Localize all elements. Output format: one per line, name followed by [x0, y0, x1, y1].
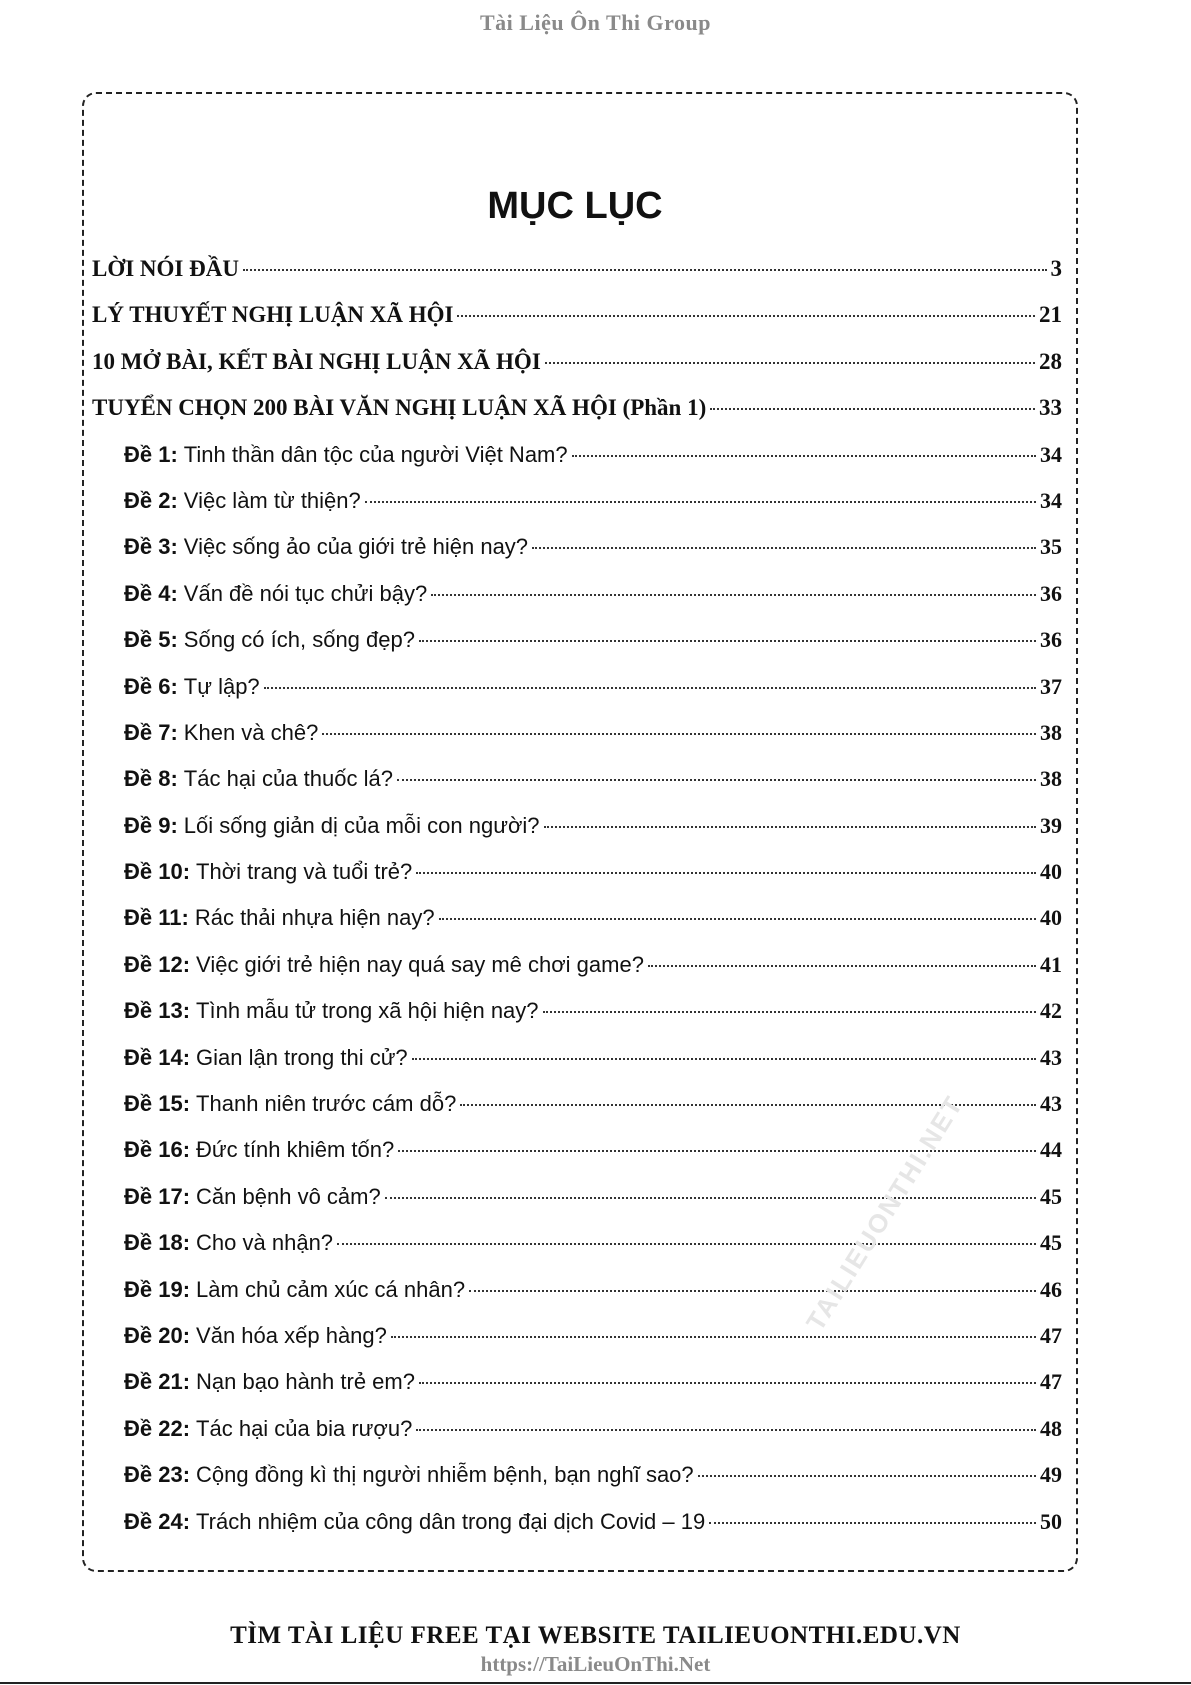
toc-entry[interactable]: [92, 1228, 1062, 1274]
page-header: Tài Liệu Ôn Thi Group: [480, 10, 711, 35]
toc-section[interactable]: [92, 347, 1062, 393]
toc-entry-label: Khen và chê?: [183, 719, 319, 745]
dot-leader: [544, 826, 1036, 828]
toc-entry-label: Cộng đồng kì thị người nhiễm bệnh, bạn nghĩ sao?: [196, 1462, 694, 1488]
dot-leader: [439, 918, 1036, 920]
toc-entry[interactable]: [92, 996, 1062, 1042]
dot-leader: [264, 687, 1036, 689]
footer-url[interactable]: https://TaiLieuOnThi.Net: [480, 1652, 711, 1676]
toc-entry-number: Đề 6:: [124, 673, 178, 699]
toc-entry-number: Đề 8:: [124, 766, 178, 792]
dot-leader: [416, 1429, 1036, 1431]
toc-entry[interactable]: [92, 764, 1062, 810]
toc-entry-number: Đề 22:: [124, 1415, 191, 1441]
toc-entry-number: Đề 10:: [124, 859, 191, 885]
dot-leader: [469, 1290, 1036, 1292]
toc-page-number: 47: [1040, 1369, 1062, 1395]
toc-page-number: 44: [1040, 1137, 1062, 1163]
toc-entry-label: Sống có ích, sống đẹp?: [183, 627, 415, 653]
dot-leader: [322, 733, 1036, 735]
dot-leader: [543, 1011, 1036, 1013]
dot-leader: [397, 779, 1036, 781]
toc-entry[interactable]: [92, 718, 1062, 764]
toc-page-number: 34: [1040, 441, 1062, 467]
toc-entry-label: Tinh thần dân tộc của người Việt Nam?: [183, 441, 568, 467]
dot-leader: [419, 1382, 1036, 1384]
dot-leader: [365, 501, 1036, 503]
toc-entry-number: Đề 23:: [124, 1462, 191, 1488]
toc-page-number: 38: [1040, 766, 1062, 792]
toc-entry-number: Đề 12:: [124, 951, 191, 977]
toc-page-number: 45: [1040, 1183, 1062, 1209]
toc-page-number: 39: [1040, 812, 1062, 838]
toc-entry[interactable]: [92, 950, 1062, 996]
toc-entry-label: Thời trang và tuổi trẻ?: [196, 859, 413, 885]
toc-page-number: 42: [1040, 998, 1062, 1024]
watermark-text: TAILIEUONTHI.NET: [800, 1089, 970, 1336]
toc-page-number: 38: [1040, 719, 1062, 745]
dot-leader: [457, 315, 1035, 317]
dot-leader: [412, 1058, 1036, 1060]
toc-page-number: 43: [1040, 1091, 1062, 1117]
dot-leader: [243, 269, 1047, 271]
toc-page-number: 49: [1040, 1462, 1062, 1488]
toc-entry-number: Đề 17:: [124, 1183, 191, 1209]
toc-section-label: TUYỂN CHỌN 200 BÀI VĂN NGHỊ LUẬN XÃ HỘI (Phần 1): [92, 395, 707, 421]
toc-page-number: 21: [1039, 302, 1062, 328]
dot-leader: [710, 408, 1035, 410]
toc-entry-label: Tự lập?: [183, 673, 260, 699]
toc-entry-label: Cho và nhận?: [196, 1230, 334, 1256]
toc-entry-label: Lối sống giản dị của mỗi con người?: [183, 812, 540, 838]
toc-page-number: 33: [1039, 395, 1062, 421]
toc-entry[interactable]: [92, 1507, 1062, 1553]
toc-entry[interactable]: [92, 440, 1062, 486]
toc-entry-number: Đề 5:: [124, 627, 178, 653]
toc-entry-number: Đề 3:: [124, 534, 178, 560]
toc-entry[interactable]: [92, 903, 1062, 949]
toc-page-number: 43: [1040, 1044, 1062, 1070]
toc-entry-number: Đề 14:: [124, 1044, 191, 1070]
toc-entry-label: Nạn bạo hành trẻ em?: [196, 1369, 415, 1395]
dot-leader: [572, 455, 1036, 457]
footer-banner: TÌM TÀI LIỆU FREE TẠI WEBSITE TAILIEUONTHI.EDU.VN: [230, 1622, 961, 1649]
toc-page-number: 45: [1040, 1230, 1062, 1256]
toc-page-number: 48: [1040, 1415, 1062, 1441]
toc-entry-number: Đề 1:: [124, 441, 178, 467]
toc-entry[interactable]: [92, 1275, 1062, 1321]
toc-page-number: 40: [1040, 859, 1062, 885]
toc-entry-number: Đề 7:: [124, 719, 178, 745]
toc-entry[interactable]: [92, 811, 1062, 857]
dot-leader: [532, 547, 1036, 549]
toc-entry-number: Đề 21:: [124, 1369, 191, 1395]
toc-entry-label: Tình mẫu tử trong xã hội hiện nay?: [196, 998, 539, 1024]
toc-entry-label: Việc giới trẻ hiện nay quá say mê chơi game?: [196, 951, 644, 977]
dot-leader: [431, 594, 1036, 596]
toc-entry[interactable]: [92, 579, 1062, 625]
toc-entry-label: Căn bệnh vô cảm?: [196, 1183, 381, 1209]
toc-entry-label: Tác hại của thuốc lá?: [183, 766, 393, 792]
toc-entry-label: Vấn đề nói tục chửi bậy?: [183, 580, 428, 606]
toc-entry-number: Đề 16:: [124, 1137, 191, 1163]
toc-entry-number: Đề 11:: [124, 905, 189, 931]
toc-entry-label: Việc làm từ thiện?: [183, 487, 361, 513]
toc-section-label: LỜI NÓI ĐẦU: [92, 256, 239, 281]
toc-section-label: LÝ THUYẾT NGHỊ LUẬN XÃ HỘI: [92, 302, 454, 328]
table-of-contents: [92, 254, 1062, 1553]
toc-entry[interactable]: [92, 1089, 1062, 1135]
toc-entry-label: Đức tính khiêm tốn?: [196, 1137, 395, 1163]
toc-entry[interactable]: [92, 857, 1062, 903]
dot-leader: [416, 872, 1036, 874]
toc-entry-label: Gian lận trong thi cử?: [196, 1044, 408, 1070]
toc-section[interactable]: [92, 393, 1062, 439]
dot-leader: [419, 640, 1036, 642]
dot-leader: [709, 1522, 1036, 1524]
toc-page-number: 3: [1050, 256, 1062, 281]
toc-page-number: 34: [1040, 487, 1062, 513]
dot-leader: [391, 1336, 1036, 1338]
dot-leader: [698, 1475, 1036, 1477]
toc-entry-number: Đề 9:: [124, 812, 178, 838]
toc-page-number: 41: [1040, 951, 1062, 977]
toc-section-label: 10 MỞ BÀI, KẾT BÀI NGHỊ LUẬN XÃ HỘI: [92, 348, 541, 374]
toc-entry-label: Tác hại của bia rượu?: [196, 1415, 413, 1441]
dot-leader: [385, 1197, 1036, 1199]
toc-entry[interactable]: [92, 1460, 1062, 1506]
toc-entry-number: Đề 2:: [124, 487, 178, 513]
toc-entry-number: Đề 4:: [124, 580, 178, 606]
toc-entry-number: Đề 24:: [124, 1508, 191, 1534]
toc-entry[interactable]: [92, 1321, 1062, 1367]
toc-section[interactable]: [92, 300, 1062, 346]
toc-entry-number: Đề 19:: [124, 1276, 191, 1302]
bottom-divider: [0, 1682, 1191, 1684]
toc-entry-label: Thanh niên trước cám dỗ?: [196, 1091, 457, 1117]
toc-entry[interactable]: [92, 1043, 1062, 1089]
toc-page-number: 36: [1040, 627, 1062, 653]
toc-entry[interactable]: [92, 625, 1062, 671]
toc-entry-label: Làm chủ cảm xúc cá nhân?: [196, 1276, 466, 1302]
toc-page-number: 35: [1040, 534, 1062, 560]
toc-section[interactable]: [92, 254, 1062, 300]
toc-page-number: 28: [1039, 348, 1062, 374]
toc-page-number: 50: [1040, 1508, 1062, 1534]
toc-entry[interactable]: [92, 1414, 1062, 1460]
toc-page-number: 36: [1040, 580, 1062, 606]
toc-entry-number: Đề 15:: [124, 1091, 191, 1117]
toc-entry-number: Đề 20:: [124, 1322, 191, 1348]
toc-entry-label: Việc sống ảo của giới trẻ hiện nay?: [183, 534, 529, 560]
toc-page-number: 46: [1040, 1276, 1062, 1302]
page-title: MỤC LỤC: [487, 185, 663, 227]
toc-entry[interactable]: [92, 532, 1062, 578]
toc-entry-label: Rác thải nhựa hiện nay?: [194, 905, 435, 931]
toc-entry[interactable]: [92, 486, 1062, 532]
dot-leader: [545, 362, 1035, 364]
toc-page-number: 40: [1040, 905, 1062, 931]
toc-entry-label: Văn hóa xếp hàng?: [196, 1322, 387, 1348]
toc-entry-number: Đề 18:: [124, 1230, 191, 1256]
toc-page-number: 37: [1040, 673, 1062, 699]
toc-entry-number: Đề 13:: [124, 998, 191, 1024]
dot-leader: [648, 965, 1036, 967]
toc-entry[interactable]: [92, 672, 1062, 718]
dot-leader: [337, 1243, 1036, 1245]
toc-entry-label: Trách nhiệm của công dân trong đại dịch Covid – 19: [196, 1508, 706, 1534]
toc-page-number: 47: [1040, 1322, 1062, 1348]
toc-entry[interactable]: [92, 1367, 1062, 1413]
